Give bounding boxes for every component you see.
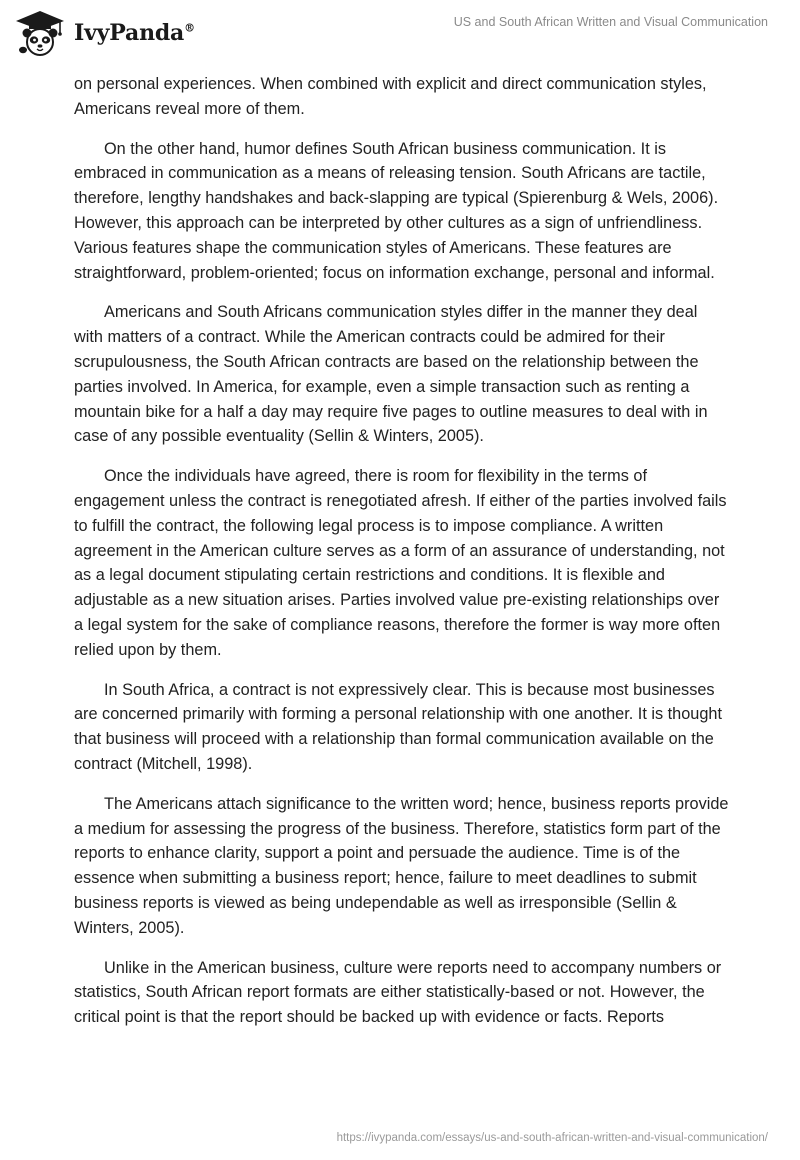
page-header: [0, 0, 800, 66]
source-url[interactable]: https://ivypanda.com/essays/us-and-south-african-written-and-visual-communication/: [336, 1132, 768, 1144]
ivypanda-logo[interactable]: [14, 9, 195, 57]
paragraph: The Americans attach significance to the written word; hence, business reports provide a medium for assessing the progress of the business. Therefore, statistics form part of the reports to enhance clarity, support a point and persuade the audience. Time is of the essence when submitting a business report; hence, failure to meet deadlines to submit business reports is viewed as being undependable as well as irresponsible (Sellin & Winters, 2005).: [74, 794, 729, 937]
paragraph: In South Africa, a contract is not expressively clear. This is because most businesses are concerned primarily with forming a personal relationship with one another. It is thought that business will proceed with a relationship than formal communication available on the contract (Mitchell, 1998).: [74, 680, 722, 773]
logo-wordmark: IvyPanda®: [74, 20, 195, 46]
paragraph: On the other hand, humor defines South African business communication. It is embraced in communication as a means of releasing tension. South Africans are tactile, therefore, lengthy handshakes and back-slapping are typical (Spierenburg & Wels, 2006). However, this approach can be interpreted by other cultures as a sign of unfriendliness. Various features shape the communication styles of Americans. These features are straightforward, problem-oriented; focus on information exchange, personal and informal.: [74, 139, 719, 282]
paragraph-continued: on personal experiences. When combined with explicit and direct communication styles, Americans reveal more of them.: [74, 75, 707, 118]
essay-body: [74, 72, 730, 1045]
paragraph: Unlike in the American business, culture were reports need to accompany numbers or statistics, South African report formats are either statistically-based or not. However, the critical point is that the report should be backed up with evidence or facts. Reports: [74, 958, 722, 1027]
paragraph: Americans and South Africans communication styles differ in the manner they deal with matters of a contract. While the American contracts could be admired for their scrupulousness, the South African contracts are based on the relationship between the parties involved. In America, for example, even a simple transaction such as renting a mountain bike for a half a day may require five pages to outline measures to deal with in case of any possible eventuality (Sellin & Winters, 2005).: [74, 303, 708, 446]
document-title: US and South African Written and Visual Communication: [453, 15, 768, 29]
panda-graduate-icon: [14, 9, 66, 57]
paragraph: Once the individuals have agreed, there is room for flexibility in the terms of engagement unless the contract is renegotiated afresh. If either of the parties involved fails to fulfill the contract, the following legal process is to impose compliance. A written agreement in the American culture serves as a form of an assurance of understanding, not as a legal document stipulating certain restrictions and conditions. It is flexible and adjustable as a new situation arises. Parties involved value pre-existing relationships over a legal system for the sake of compliance reasons, therefore the former is way more often relied upon by them.: [74, 467, 727, 659]
